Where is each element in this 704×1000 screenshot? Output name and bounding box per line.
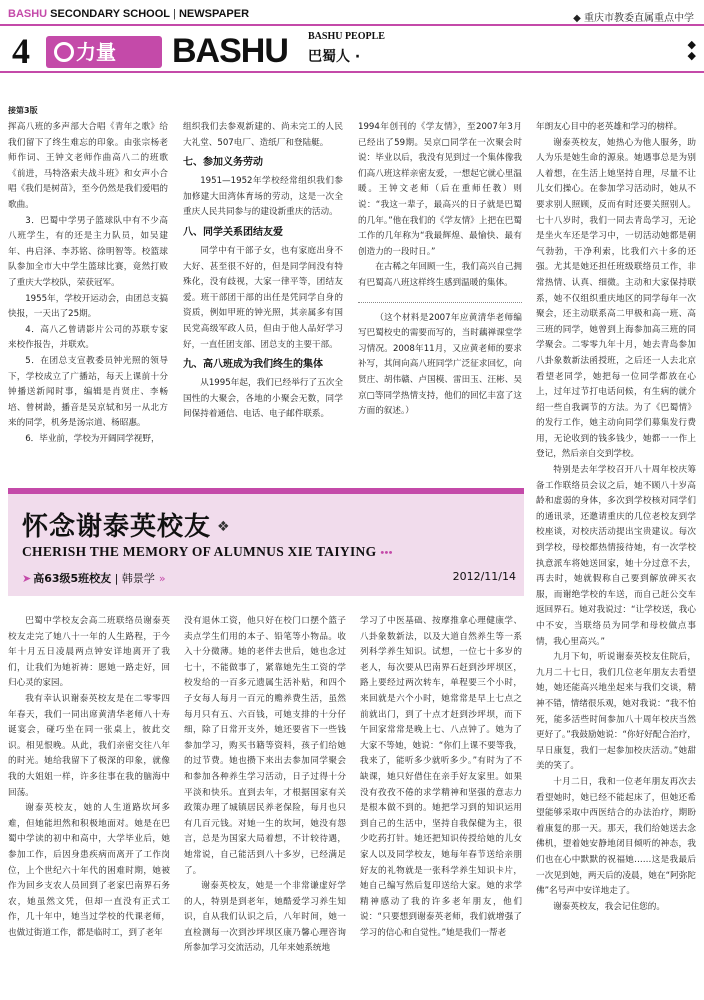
paragraph: 3．巴蜀中学男子篮球队中有不少高八班学生，有的还是主力队员，如吴建年、冉启泽、李苏铭、徐明智等。校篮球队参加全市大中学生篮球比赛，竟然打败了重庆大学校队，荣获冠军。	[8, 215, 168, 288]
masthead	[0, 27, 704, 75]
brand-separator: |	[169, 8, 179, 20]
paragraph: 谢泰英校友，她是一个非常谦虚好学的人，特别是到老年，她酷爱学习养生知识，自从我们认识之后，八年时间，她一直检测每一次到沙坪坝区康乃馨心理咨询所参加学习交流活动，几年来她系统地	[184, 881, 346, 954]
arrow-end-icon: »	[158, 572, 166, 585]
article-column-3	[358, 120, 522, 480]
article-date: 2012/11/14	[452, 570, 516, 583]
paragraph: 6．毕业前，学校为开阔同学视野，	[25, 433, 160, 444]
feature-accent-bar	[8, 488, 524, 494]
paragraph: 谢泰英校友，她的人生道路坎坷多难，但她能坦然和积极地面对。她是在巴蜀中学读的初中和高中，大学毕业后，她参加工作，后因身患疾病而离开了工作岗位，上个世纪六十年代的困难时期，她被作为回乡支农人员回到了老家巴南界石务农，她虽然文凭，但却一直没有正式工作，几十年中，她当过学校的代课老师，也做过街道工作，都是临时工，到了老年	[8, 803, 170, 938]
section-heading: 九、高八班成为我们终生的集体	[183, 359, 323, 371]
article-column-2	[183, 120, 343, 480]
brand-rest: SECONDARY SCHOOL	[47, 8, 170, 20]
article-column-6	[184, 614, 346, 990]
paragraph: 九月下旬，听说谢泰英校友住院后，九月二十七日，我们几位老年朋友去看望她，她还能高兴地坐起来与我们交谈，精神不错，情绪很乐观，她对我说：“我不怕死，能多活些时间参加八十周年校庆当然更好了。”我鼓励她说：“你好好配合治疗，早日康复，我们一起参加校庆活动。”她甜美的笑了。	[536, 652, 696, 772]
masthead-subtitle-en: BASHU PEOPLE	[308, 31, 385, 42]
continued-caption: 接第3版	[8, 106, 38, 115]
paragraph: 组织我们去参观新建的、尚未完工的人民大礼堂、507电厂、造纸厂和登陆艇。	[183, 122, 343, 148]
masthead-title: BASHU	[172, 32, 288, 70]
author-note: （这个材料是2007年应黄清华老师编写巴蜀校史的需要而写的，当时藕禅课堂学习情况。2008年11月，又应黄老师的要求补写，其间向高八班同学广泛征求回忆，向贤庄、胡伟赣、卢国模、雷田玉、汪彬、吴京□等同学热情支持，他们的回忆丰富了这方面的叙述。）	[358, 312, 522, 417]
section-heading: 七、参加义务劳动	[183, 157, 263, 169]
paragraph: 没有退休工资，他只好在校门口摆个篮子卖点学生们用的本子、铅笔等小物品。收入十分微薄。她的老伴去世后，她也念过七十，不能做事了，紧靠她先生工资的学校发给的一百多元遗属生活补贴，和四个子女每人每月一百元的赡养费生活，虽然每月只有五、六百钱，可她支排的十分仔细，除了日常开支外，她还要省下一些钱参加学习，购买书籍等资料，孩子们给她的过节费。她也攒下来出去参加同学聚会和参加各种养生学习活动，日子过得十分平淡和快乐。直到去年，才根据国家有关政策办理了城镇居民养老保险，每月也只有几百元钱。对她一生的坎坷，她没有怨言，总是为国家大局着想，不计较待遇，她常说，自己能活到八十多岁，已经满足了。	[184, 616, 346, 876]
paragraph: 谢泰英校友，我会记住您的。	[553, 901, 665, 912]
paragraph: 巴蜀中学校友会高二班联络员谢泰英校友走完了她八十一年的人生路程，于今年十月五日凌晨两点钟安详地离开了我们，让我们为她祈祷：愿她一路走好，回归心灵的家园。	[8, 616, 170, 689]
newspaper-brand	[8, 8, 249, 20]
section-logo	[46, 36, 162, 68]
section-heading: 八、同学关系团结友爱	[183, 226, 283, 238]
top-bar	[0, 0, 704, 26]
paragraph: 1994年创刊的《学友情》，至2007年3月已经出了59期。吴京□同学在一次聚会时说：毕业以后，我没有见到过一个集体像我们高八班这样亲密友爱，一想起它就心里温暖。王钟文老师（后在重师任教）则说：“我这一辈子，最高兴的日子就是巴蜀的几年。”他在我们的《学友情》上把在巴蜀工作的几年称为“我最辉煌、最愉快、最有创造力的一段时日。”	[358, 122, 522, 257]
feature-title-en-text: CHERISH THE MEMORY OF ALUMNUS XIE TAIYING	[22, 544, 377, 559]
logo-ring-icon	[54, 42, 74, 62]
logo-text: 力量	[76, 40, 116, 64]
paragraph: 年朗友心目中的老英雄和学习的榜样。	[536, 122, 683, 132]
paragraph: 1955年，学校开运动会，由团总支搞快报，一天出了25期。	[8, 293, 168, 320]
paragraph: 挥高八班的多声部大合唱《青年之歌》给我们留下了终生难忘的印象。由张宗杨老师作词、王钟文老师作曲高八二的班歌《前进，马特洛索夫战斗班》和女声小合唱《我们是树苗》，至今仍然是我们爱唱的歌曲。	[8, 122, 168, 210]
feature-title	[22, 506, 231, 543]
brand-section: NEWSPAPER	[178, 8, 250, 20]
arrow-right-icon: ➤	[22, 572, 32, 585]
byline	[22, 570, 166, 586]
school-tagline: ◆ 重庆市教委直属重点中学	[573, 13, 694, 24]
byline-separator: |	[111, 572, 122, 585]
paragraph: 同学中有干部子女，也有家庭出身不大好、甚至很不好的，但是同学间没有特殊化，没有歧视，大家一律平等，团结友爱。班干部团干部的出任是凭同学自身的资质，例如甲班的钟光照，其亲属多有国民党高级军政人员，但由于他人品好学习好，一直任团支部、团总支的主要干部。	[183, 245, 343, 350]
diamond-arrows-icon: ◆ ◆	[687, 38, 696, 62]
paragraph: 在古稀之年回顾一生，我们高兴自己拥有巴蜀高八班这样终生感到温暖的集体。	[358, 262, 522, 288]
article-column-1	[8, 120, 168, 480]
byline-author: 韩景学	[121, 572, 155, 585]
feature-header	[8, 488, 524, 596]
paragraph: 5．在团总支宣教委员钟光照的领导下，学校成立了广播站，每天上课前十分钟播送新闻时事，编辑是肖贤庄、李畅培、曾树龄，播音是吴京轼和另一从北方来的同学，机务是汤宗道、杨昭惠。	[8, 355, 168, 429]
article-column-4	[536, 120, 696, 990]
paragraph: 1951—1952年学校经常组织我们参加修建大田湾体育场的劳动，这是一次全重庆人民共同参与的建设新重庆的活动。	[183, 176, 343, 218]
paragraph: 4．高八乙曾请影片公司的苏联专家来校作报告，并联欢。	[8, 324, 168, 351]
masthead-subtitle-cn: 巴蜀人 ·	[308, 49, 361, 65]
masthead-rule	[0, 71, 704, 73]
diamond-icon: ❖	[217, 519, 231, 535]
feature-title-text: 怀念谢泰英校友	[22, 512, 212, 542]
article-column-5	[8, 614, 170, 990]
article-column-7	[360, 614, 522, 990]
paragraph: 十月二日，我和一位老年朋友再次去看望她时，她已经不能起床了，但她还希望能够采取中西医结合的办法治疗，期盼着康复的那一天。那天，我们给她送去念佛机，望着她安静地闭目倾听的神态，我们也在心中默默的祝福她……这是我最后一次见到她，两天后的凌晨，她在“阿弥陀佛”名号声中安详地走了。	[536, 776, 696, 897]
brand-accent: BASHU	[8, 8, 48, 20]
paragraph: 学习了中医基础、按摩推拿心理健康学、八卦象数新法，以及大道自然养生等一系列科学养生知识。试想，一位七十多岁的老人，每次要从巴南界石赶到沙坪坝区，路上要经过两次转车，单程要三个小时，来回就是六个小时，她常常是早上七点之前就出门，到了十点才赶到沙坪坝，而下午回家常常是晚上七、八点钟了。她为了大家不等她，她说：“你们上课不要等我，我来了，能听多少就听多少。”有时为了不缺课，她只好借住在亲手好友家里。如果没有孜孜不倦的求学精神和坚强的意志力是根本做不到的。她把学习到的知识运用到自己的生活中，坚持自我保健为主，很少吃药打针。她还把知识传授给她的儿女家人以及同学校友，她每年春节送给亲朋好友的礼物就是一张科学养生知识卡片，她自己编写然后复印送给大家。她的求学精神感动了我的许多老年朋友，他们说：“只要想到谢泰英老师，我们就增强了学习的信心和自觉性。”她是我们一帮老	[360, 616, 522, 938]
feature-title-en	[22, 544, 393, 560]
paragraph: 我有幸认识谢泰英校友是在二零零四年春天，我们一同出席黄清华老师八十寿诞宴会，碰巧坐在同一张桌上，彼此交识。相见恨晚。从此，我们亲密交往八年的时光。她给我留下了极深的印象，就像我的大姐姐一样，许多往事在我的脑海中回荡。	[8, 693, 170, 798]
page-number: 4	[12, 31, 30, 71]
paragraph: 谢泰英校友，她热心为他人服务，助人为乐是她生命的源泉。她遇事总是为别人着想，在生活上她坚持自理，尽量不让儿女们操心。在参加学习活动时，她从不要求别人照顾，反而有时还要关照别人。七十八岁时，我们一同去青岛学习，无论是坐火车还是学习中，一切活动她都是朝气勃勃，干净利索，比我们六十多的还强。尤其是她还担任班级联络员工作，非常热情、认真、细微。主动和大家保持联系，她不仅组织重庆地区的同学每年一次聚会，还主动联系高二甲极和高一班、高三班的同学，她曾到上海参加高三班的同学聚会。二零零九年十月，她去青岛参加八卦象数新法函授班，之后还一人去北京看望老同学，她把每一位同学都放在心上，过年过节打电话问候，有生病的就介绍一些自我调节的方法。为了《巴蜀情》的发行工作，她主动向同学们募集发行费用，无论收到的钱多钱少，她都一一作上登记，然后亲自交到学校。	[536, 137, 696, 460]
dots-icon: •••	[380, 547, 393, 559]
byline-class: 高63级5班校友	[33, 572, 112, 585]
paragraph: 从1995年起，我们已经举行了五次全国性的大聚会，各地的小聚会无数，同学间保持着通信、电话、电子邮件联系。	[183, 378, 343, 420]
divider	[358, 302, 522, 303]
paragraph: 特别是去年学校召开八十周年校庆筹备工作联络员会议之后，她不顾八十岁高龄和虚弱的身体，多次到学校核对同学们的通讯录，还邀请重庆的几位老校友到学校座谈，对校庆活动提出宝贵建议。每次到学校，母校都热情接待她，有一次学校执意派车将她送回家，她十分过意不去，再去时，她就假称自己要到解放碑买衣服，而谢绝学校的车送，而自己赶公交车返回界石。她对我说过：“让学校送，我心中不安，当联络员为同学和母校做点事情，我心里高兴。”	[536, 465, 696, 647]
